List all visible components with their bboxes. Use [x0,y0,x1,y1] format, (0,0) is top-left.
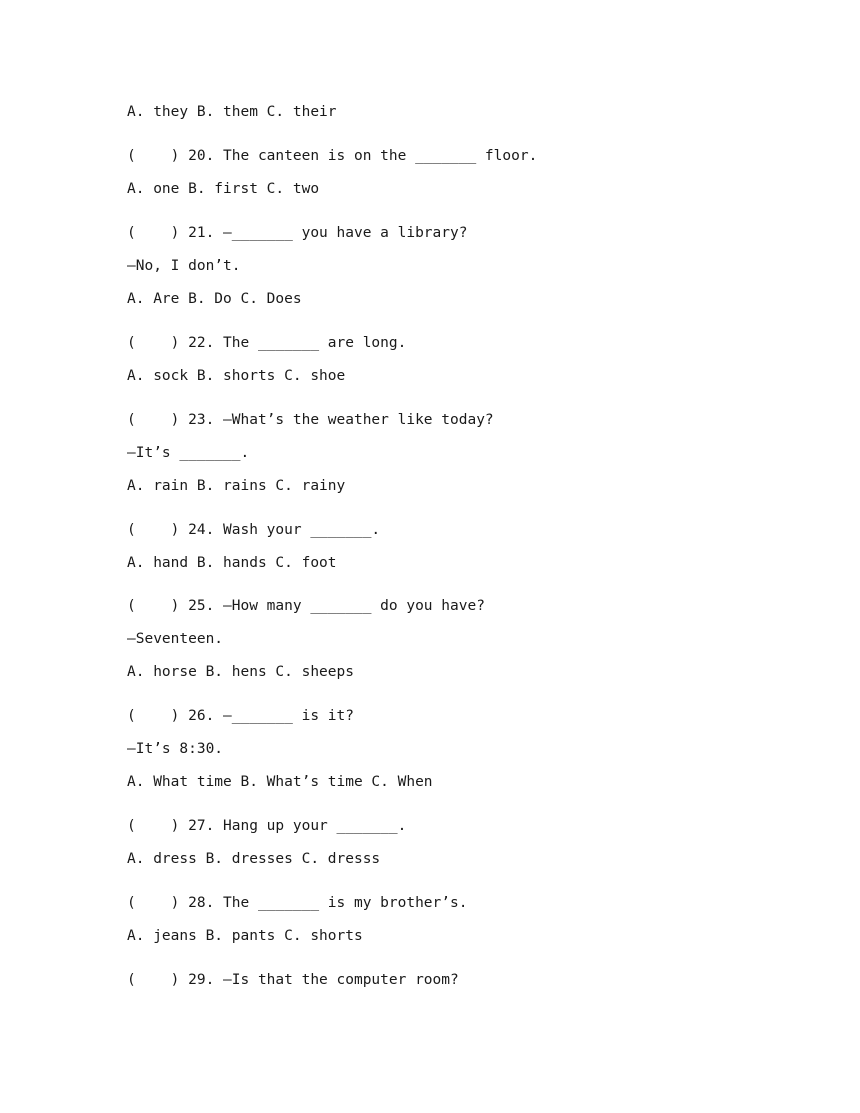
options-line: A. rain B. rains C. rainy [127,478,346,494]
options-line: A. one B. first C. two [127,181,320,197]
question-27: ( ) 27. Hang up your _______. [127,818,407,834]
options-line: A. Are B. Do C. Does [127,291,302,307]
options-line: A. What time B. What’s time C. When [127,774,433,790]
question-20: ( ) 20. The canteen is on the _______ floor. [127,148,538,164]
options-line: A. horse B. hens C. sheeps [127,664,354,680]
question-26: ( ) 26. —_______ is it? [127,708,354,724]
options-line: A. jeans B. pants C. shorts [127,928,363,944]
options-line: A. dress B. dresses C. dresss [127,851,381,867]
question-21: ( ) 21. —_______ you have a library? [127,225,468,241]
dialogue-line: —Seventeen. [127,631,224,647]
options-line: A. sock B. shorts C. shoe [127,368,346,384]
options-line: A. they B. them C. their [127,104,337,120]
question-28: ( ) 28. The _______ is my brother’s. [127,895,468,911]
options-line: A. hand B. hands C. foot [127,555,337,571]
question-24: ( ) 24. Wash your _______. [127,522,381,538]
dialogue-line: —It’s _______. [127,445,250,461]
question-25: ( ) 25. —How many _______ do you have? [127,598,485,614]
question-29: ( ) 29. —Is that the computer room? [127,972,459,988]
dialogue-line: —It’s 8:30. [127,741,224,757]
question-22: ( ) 22. The _______ are long. [127,335,407,351]
question-23: ( ) 23. —What’s the weather like today? [127,412,494,428]
dialogue-line: —No, I don’t. [127,258,241,274]
